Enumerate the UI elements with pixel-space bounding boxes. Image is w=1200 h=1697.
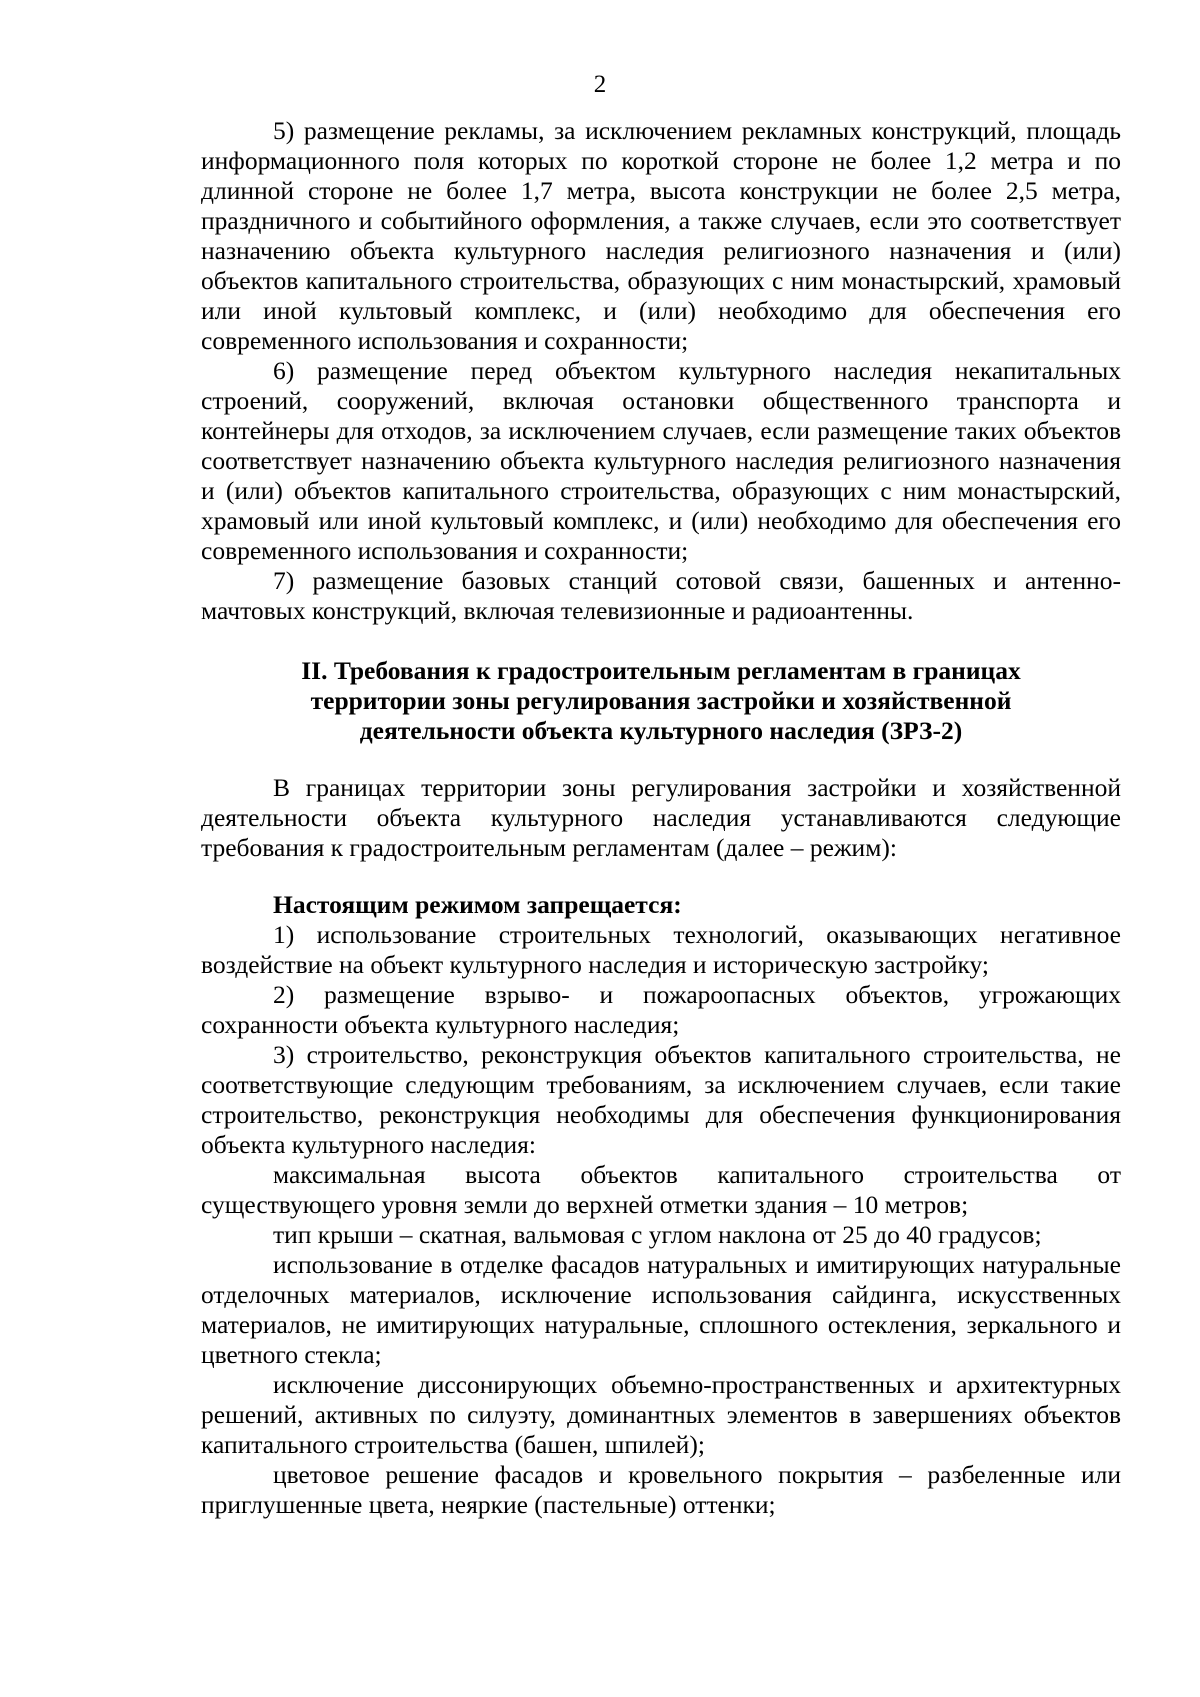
prohibited-heading: Настоящим режимом запрещается: <box>273 890 682 919</box>
paragraph-item-7: 7) размещение базовых станций сотовой связи, башенных и антенно-мачтовых конструкций, включая телевизионные и радиоантенны. <box>201 566 1121 625</box>
prohibition-item-1: 1) использование строительных технологий, оказывающих негативное воздействие на объект культурного наследия и историческую застройку; <box>201 920 1121 979</box>
section-heading <box>201 656 1121 746</box>
paragraph-item-6: 6) размещение перед объектом культурного наследия некапитальных строений, сооружений, включая остановки общественного транспорта и контейнеры для отходов, за исключением случаев, если размещение таких объектов соответствует назначению объекта культурного наследия религиозного назначения и (или) объектов капитального строительства, образующих с ним монастырский, храмовый или иной культовый комплекс, и (или) необходимо для обеспечения его современного использования и сохранности; <box>201 356 1121 565</box>
spacer <box>201 626 1121 656</box>
section-heading-line: II. Требования к градостроительным регламентам в границах <box>301 656 1021 685</box>
spacer <box>201 863 1121 890</box>
intro-paragraph: В границах территории зоны регулирования застройки и хозяйственной деятельности объекта культурного наследия устанавливаются следующие требования к градостроительным регламентам (далее – режим): <box>201 773 1121 862</box>
requirement-silhouette: исключение диссонирующих объемно-пространственных и архитектурных решений, активных по силуэту, доминантных элементов в завершениях объектов капитального строительства (башен, шпилей); <box>201 1370 1121 1459</box>
page-number: 2 <box>593 71 607 98</box>
requirement-height: максимальная высота объектов капитального строительства от существующего уровня земли до верхней отметки здания – 10 метров; <box>201 1160 1121 1219</box>
document-body <box>201 116 1121 1520</box>
section-heading-line: деятельности объекта культурного наследия (ЗРЗ-2) <box>359 716 963 745</box>
section-heading-line: территории зоны регулирования застройки и хозяйственной <box>310 686 1012 715</box>
spacer <box>201 746 1121 773</box>
paragraph-item-5: 5) размещение рекламы, за исключением рекламных конструкций, площадь информационного поля которых по короткой стороне не более 1,2 метра и по длинной стороне не более 1,7 метра, высота конструкции не более 2,5 метра, праздничного и событийного оформления, а также случаев, если это соответствует назначению объекта культурного наследия религиозного назначения и (или) объектов капитального строительства, образующих с ним монастырский, храмовый или иной культовый комплекс, и (или) необходимо для обеспечения его современного использования и сохранности; <box>201 116 1121 355</box>
requirement-colors: цветовое решение фасадов и кровельного покрытия – разбеленные или приглушенные цвета, неяркие (пастельные) оттенки; <box>201 1460 1121 1519</box>
requirement-roof: тип крыши – скатная, вальмовая с углом наклона от 25 до 40 градусов; <box>273 1220 1042 1249</box>
prohibition-item-2: 2) размещение взрыво- и пожароопасных объектов, угрожающих сохранности объекта культурного наследия; <box>201 980 1121 1039</box>
prohibition-item-3: 3) строительство, реконструкция объектов капитального строительства, не соответствующие следующим требованиям, за исключением случаев, если такие строительство, реконструкция необходимы для обеспечения функционирования объекта культурного наследия: <box>201 1040 1121 1159</box>
requirement-facade-materials: использование в отделке фасадов натуральных и имитирующих натуральные отделочных материалов, исключение использования сайдинга, искусственных материалов, не имитирующих натуральные, сплошного остекления, зеркального и цветного стекла; <box>201 1250 1121 1369</box>
